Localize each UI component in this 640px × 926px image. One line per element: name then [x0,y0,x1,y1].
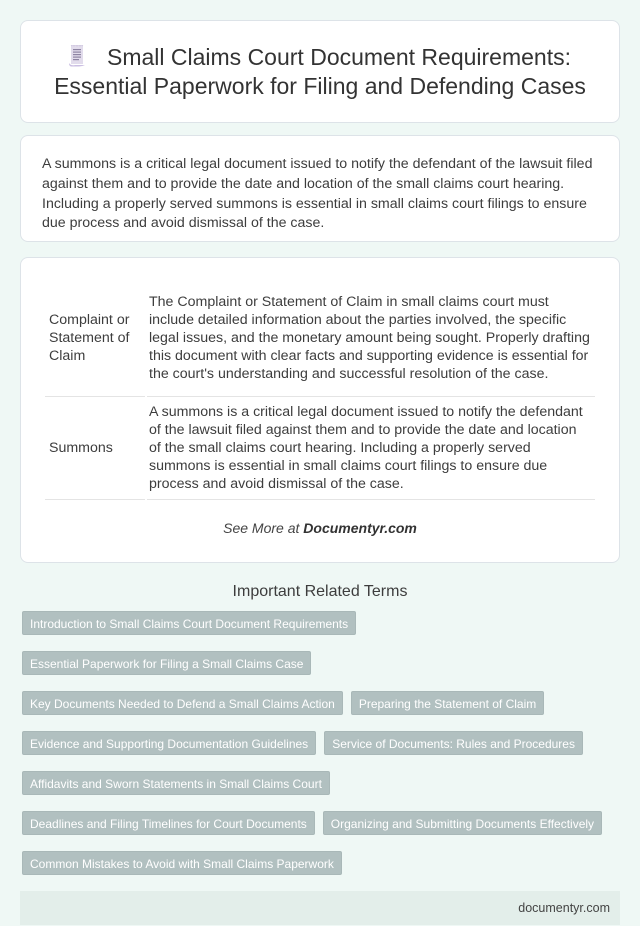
related-term-tag[interactable]: Essential Paperwork for Filing a Small Claims Case [22,651,311,675]
summary-text: A summons is a critical legal document issued to notify the defendant of the lawsuit filed against them and to provide the date and location of the small claims court hearing. Including a properly served summons is essential in small claims court filings to ensure due process and avoid dismissal of the case. [42,156,593,232]
table-term: Complaint or Statement of Claim [45,279,145,397]
page-title [41,43,599,101]
related-term-tag[interactable]: Introduction to Small Claims Court Document Requirements [22,611,356,635]
document-table-card [20,257,620,563]
document-table [43,279,597,500]
footer [20,891,620,925]
related-term-tag[interactable]: Common Mistakes to Avoid with Small Claims Paperwork [22,851,342,875]
related-term-tag[interactable]: Evidence and Supporting Documentation Guidelines [22,731,316,755]
table-row [45,279,595,397]
title-card [20,20,620,123]
table-description: A summons is a critical legal document issued to notify the defendant of the lawsuit filed against them and to provide the date and location of the small claims court hearing. Including a properly served summons is essential in small claims court filings to ensure due process and avoid dismissal of the case. [147,397,595,500]
related-term-tag[interactable]: Organizing and Submitting Documents Effectively [323,811,602,835]
related-term-tag[interactable]: Key Documents Needed to Defend a Small Claims Action [22,691,343,715]
see-more-link[interactable] [43,520,597,536]
scroll-document-icon [69,45,85,67]
table-description: The Complaint or Statement of Claim in small claims court must include detailed information about the parties involved, the specific legal issues, and the monetary amount being sought. Properly drafting this document with clear facts and supporting evidence is essential for the court's understanding and successful resolution of the case. [147,279,595,397]
table-row [45,397,595,500]
page-title-text: Small Claims Court Document Requirements: Essential Paperwork for Filing and Defending Cases [54,43,586,99]
related-term-tag[interactable]: Service of Documents: Rules and Procedures [324,731,583,755]
related-terms-heading: Important Related Terms [232,583,408,600]
footer-site-link[interactable]: documentyr.com [518,901,610,915]
related-term-tag[interactable]: Affidavits and Sworn Statements in Small Claims Court [22,771,330,795]
see-more-site[interactable]: Documentyr.com [303,520,417,536]
see-more-prefix: See More at [223,520,304,536]
related-term-tag[interactable]: Deadlines and Filing Timelines for Court Documents [22,811,315,835]
table-term: Summons [45,397,145,500]
related-term-tag[interactable]: Preparing the Statement of Claim [351,691,544,715]
related-terms-list [20,611,620,875]
summary-card [20,135,620,242]
